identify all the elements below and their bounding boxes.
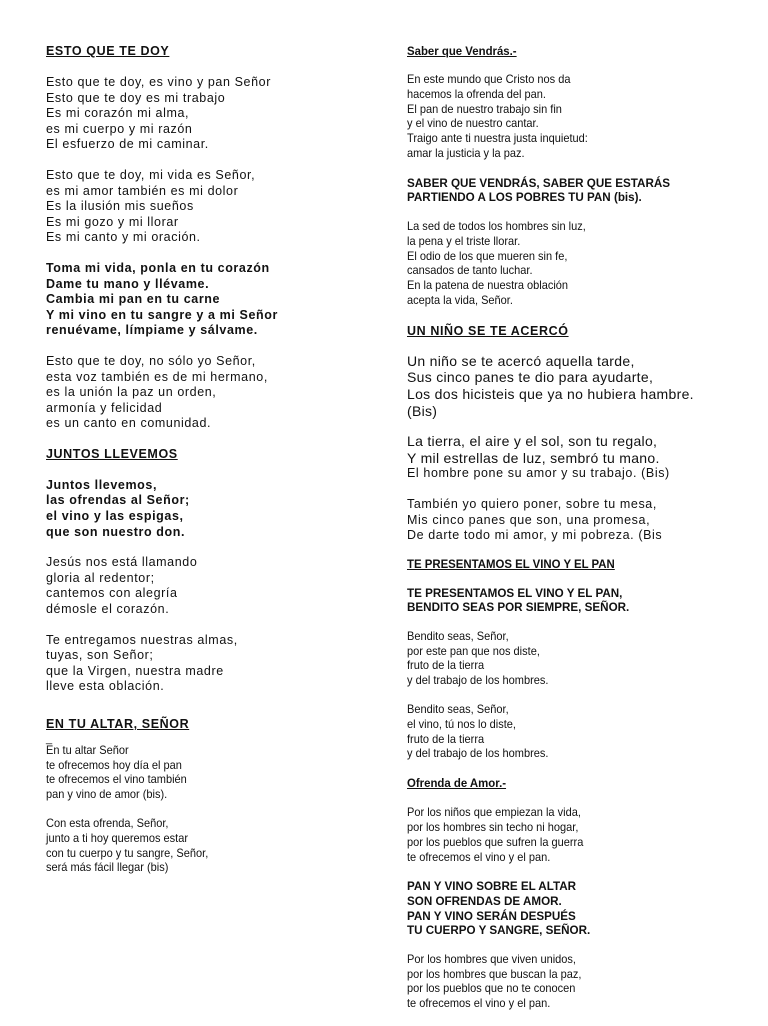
verse-line: acepta la vida, Señor. [407,293,513,307]
stanza [407,703,749,762]
verse-line: Bendito seas, Señor, [407,629,509,643]
stanza [46,555,366,617]
verse-line: SON OFRENDAS DE AMOR. [407,894,562,909]
verse-line: Juntos llevemos, [46,477,158,492]
stanza [407,433,747,466]
verse-line: Es mi canto y mi oración. [46,230,201,245]
stanza [407,220,749,309]
verse-line: El pan de nuestro trabajo sin fin [407,102,562,116]
verse-line: Sus cinco panes te dio para ayudarte, [407,369,654,386]
verse-line: la pena y el triste llorar. [407,234,521,248]
verse-line: Un niño se te acercó aquella tarde, [407,352,635,369]
stanza [46,817,350,875]
stanza [46,744,350,802]
stanza [407,953,749,1012]
song-title: JUNTOS LLEVEMOS [46,446,178,461]
verse-line: El odio de los que mueren sin fe, [407,249,568,263]
chorus [46,261,366,339]
verse-line: Esto que te doy, es vino y pan Señor [46,75,271,89]
verse-line: En tu altar Señor [46,744,129,757]
verse-line: PARTIENDO A LOS POBRES TU PAN (bis). [407,190,642,205]
song-title: ESTO QUE TE DOY [46,44,170,58]
verse-line: Es mi gozo y mi llorar [46,214,179,229]
stanza [407,353,747,419]
verse-line: junto a ti hoy queremos estar [46,831,189,845]
verse-line: te ofrecemos hoy día el pan [46,758,182,772]
song-title: EN TU ALTAR, SEÑOR [46,717,190,731]
verse-line: Mis cinco panes que son, una promesa, [407,512,651,527]
verse-line: Y mi vino en tu sangre y a mi Señor [46,307,278,322]
verse-line: por los pueblos que sufren la guerra [407,835,584,849]
verse-line: (Bis) [407,402,438,419]
verse-line: que son nuestro don. [46,524,186,539]
verse-line: amar la justicia y la paz. [407,146,525,160]
song-title: TE PRESENTAMOS EL VINO Y EL PAN [407,556,615,571]
right-column [407,44,747,1026]
chorus [407,176,756,205]
stanza [46,633,366,695]
verse-line: Esto que te doy, mi vida es Señor, [46,167,256,182]
verse-line: con tu cuerpo y tu sangre, Señor, [46,846,209,860]
verse-line: te ofrecemos el vino y el pan. [407,850,551,864]
verse-line: es mi cuerpo y mi razón [46,121,193,136]
verse-line: por los hombres sin techo ni hogar, [407,821,579,835]
verse-line: que la Virgen, nuestra madre [46,663,224,678]
stanza [407,806,749,865]
verse-line: También yo quiero poner, sobre tu mesa, [407,496,657,511]
verse-line: TU CUERPO Y SANGRE, SEÑOR. [407,923,591,938]
verse-line: pan y vino de amor (bis). [46,787,168,801]
verse-line: Traigo ante ti nuestra justa inquietud: [407,132,588,146]
verse-line: Toma mi vida, ponla en tu corazón [46,260,270,275]
stanza [407,497,747,544]
verse-line: lleve esta oblación. [46,679,165,694]
verse-line: Esto que te doy es mi trabajo [46,90,226,105]
verse-line: Y mil estrellas de luz, sembró tu mano. [407,449,660,466]
verse-line: Te entregamos nuestras almas, [46,632,238,647]
verse-line: Por los niños que empiezan la vida, [407,806,581,820]
verse-line: el vino, tú nos lo diste, [407,717,516,731]
verse-line: Los dos hicisteis que ya no hubiera hambre. [407,385,694,402]
verse-line: es mi amor también es mi dolor [46,183,239,198]
song-title: UN NIÑO SE TE ACERCÓ [407,323,569,338]
verse-line: SABER QUE VENDRÁS, SABER QUE ESTARÁS [407,175,671,190]
stanza [407,630,749,689]
verse-line: te ofrecemos el vino también [46,773,187,787]
chorus [407,879,756,937]
verse-line: las ofrendas al Señor; [46,493,190,508]
verse-line: Esto que te doy, no sólo yo Señor, [46,353,256,368]
verse-line: fruto de la tierra [407,659,485,673]
verse-line: De darte todo mi amor, y mi pobreza. (Bis [407,528,663,543]
verse-line: Es la ilusión mis sueños [46,199,194,214]
verse-line: démosle el corazón. [46,602,170,617]
verse-line: y del trabajo de los hombres. [407,674,549,688]
verse-line: PAN Y VINO SOBRE EL ALTAR [407,879,577,894]
stanza [407,73,749,162]
verse-line: hacemos la ofrenda del pan. [407,87,546,101]
verse-line: Jesús nos está llamando [46,555,198,570]
verse-line: En este mundo que Cristo nos da [407,73,571,86]
verse-line: tuyas, son Señor; [46,648,154,663]
verse-line: por los pueblos que no te conocen [407,982,576,996]
verse-line: y el vino de nuestro cantar. [407,117,539,131]
verse-line: Bendito seas, Señor, [407,703,509,717]
verse-line: armonía y felicidad [46,400,163,415]
left-column [46,44,366,891]
stanza [46,354,366,432]
verse-line: y del trabajo de los hombres. [407,747,549,761]
separator-dash: _ [46,733,53,745]
verse-line: El esfuerzo de mi caminar. [46,137,209,152]
chorus [407,586,756,615]
verse-line: te ofrecemos el vino y el pan. [407,997,551,1011]
verse-line: cansados de tanto luchar. [407,264,533,278]
verse-line: Cambia mi pan en tu carne [46,292,221,307]
verse-line: renuévame, límpiame y sálvame. [46,323,258,338]
stanza-line: El hombre pone su amor y su trabajo. (Bis) [407,466,670,481]
verse-line: PAN Y VINO SERÁN DESPUÉS [407,908,576,923]
verse-line: La tierra, el aire y el sol, son tu regalo, [407,433,658,450]
verse-line: La sed de todos los hombres sin luz, [407,219,586,233]
chorus [46,478,366,540]
verse-line: es un canto en comunidad. [46,416,212,431]
verse-line: Dame tu mano y llévame. [46,276,210,291]
verse-line: será más fácil llegar (bis) [46,861,169,875]
verse-line: fruto de la tierra [407,732,485,746]
verse-line: En la patena de nuestra oblación [407,279,569,293]
verse-line: TE PRESENTAMOS EL VINO Y EL PAN, [407,585,623,600]
stanza [46,168,366,246]
verse-line: es la unión la paz un orden, [46,385,217,400]
song-title: Saber que Vendrás.- [407,44,517,58]
verse-line: por los hombres que buscan la paz, [407,967,582,981]
stanza [46,75,366,153]
verse-line: Es mi corazón mi alma, [46,106,190,121]
verse-line: Por los hombres que viven unidos, [407,952,576,966]
verse-line: gloria al redentor; [46,570,155,585]
song-title: Ofrenda de Amor.- [407,776,507,791]
verse-line: BENDITO SEAS POR SIEMPRE, SEÑOR. [407,600,630,615]
verse-line: esta voz también es de mi hermano, [46,369,268,384]
verse-line: el vino y las espigas, [46,509,184,524]
verse-line: Con esta ofrenda, Señor, [46,817,169,831]
verse-line: cantemos con alegría [46,586,178,601]
verse-line: por este pan que nos diste, [407,644,540,658]
